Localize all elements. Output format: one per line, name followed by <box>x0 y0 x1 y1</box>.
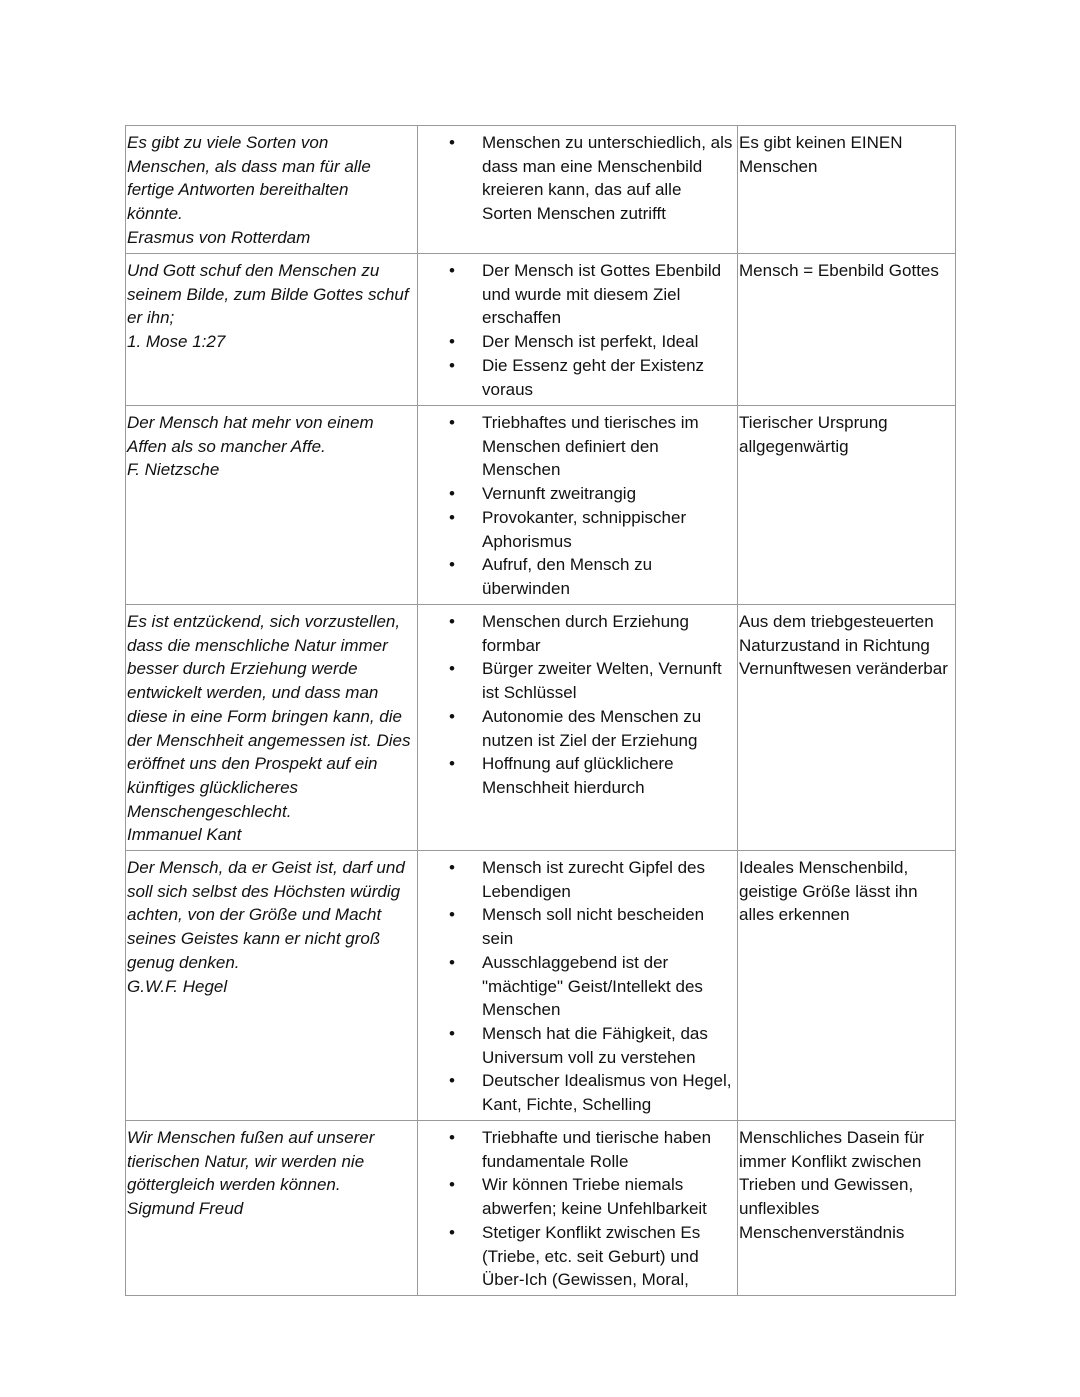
quote-line: Der Mensch, da er Geist ist, darf und <box>127 858 405 877</box>
quote-cell <box>126 851 418 1121</box>
quote-line: Affen als so mancher Affe. <box>127 436 326 456</box>
quote-line: besser durch Erziehung werde <box>127 659 358 679</box>
list-item: • Triebhafte und tierische haben fundamentale Rolle <box>418 1126 737 1173</box>
list-item: • Mensch soll nicht bescheiden sein <box>418 903 737 950</box>
quote-line: Es gibt zu viele Sorten von <box>127 133 329 152</box>
points-cell <box>418 254 738 406</box>
list-item: • Autonomie des Menschen zu nutzen ist Ziel der Erziehung <box>418 705 737 752</box>
quote-line: Es ist entzückend, sich vorzustellen, <box>127 612 401 631</box>
quote-author: Sigmund Freud <box>127 1199 244 1219</box>
quote-line: tierischen Natur, wir werden nie <box>127 1151 365 1171</box>
quote-line: genug denken. <box>127 952 240 972</box>
summary-cell: Aus dem triebgesteuerten Naturzustand in Richtung Vernunftwesen veränderbar <box>738 605 956 851</box>
bullet-list <box>418 259 737 401</box>
list-item: • Bürger zweiter Welten, Vernunft ist Schlüssel <box>418 657 737 704</box>
summary-cell: Ideales Menschenbild, geistige Größe lässt ihn alles erkennen <box>738 851 956 1121</box>
bullet-list <box>418 1126 737 1292</box>
list-item: • Mensch hat die Fähigkeit, das Universum voll zu verstehen <box>418 1022 737 1069</box>
quote-cell <box>126 126 418 254</box>
quote-line: fertige Antworten bereithalten <box>127 180 349 200</box>
list-item: • Menschen durch Erziehung formbar <box>418 610 737 657</box>
table-row <box>126 851 956 1121</box>
quote-line: diese in eine Form bringen kann, die <box>127 706 402 726</box>
table-row <box>126 126 956 254</box>
list-item: • Menschen zu unterschiedlich, als dass man eine Menschenbild kreieren kann, das auf alle Sorten Menschen zutrifft <box>418 131 737 226</box>
quote-line: künftiges glücklicheres <box>127 777 299 797</box>
list-item: • Der Mensch ist Gottes Ebenbild und wurde mit diesem Ziel erschaffen <box>418 259 737 330</box>
list-item: • Wir können Triebe niemals abwerfen; keine Unfehlbarkeit <box>418 1173 737 1220</box>
list-item: • Hoffnung auf glücklichere Menschheit hierdurch <box>418 752 737 799</box>
quote-line: dass die menschliche Natur immer <box>127 635 388 655</box>
quote-line: seinem Bilde, zum Bilde Gottes schuf <box>127 284 409 304</box>
quote-cell <box>126 605 418 851</box>
table-row <box>126 254 956 406</box>
summary-cell: Menschliches Dasein für immer Konflikt zwischen Trieben und Gewissen, unflexibles Menschenverständnis <box>738 1121 956 1296</box>
quote-author: G.W.F. Hegel <box>127 976 228 996</box>
quote-line: soll sich selbst des Höchsten würdig <box>127 881 401 901</box>
quote-line: seines Geistes kann er nicht groß <box>127 929 381 949</box>
quote-line: Der Mensch hat mehr von einem <box>127 413 374 432</box>
list-item: • Deutscher Idealismus von Hegel, Kant, Fichte, Schelling <box>418 1069 737 1116</box>
quote-line: Menschengeschlecht. <box>127 801 292 821</box>
quote-line: entwickelt werden, und dass man <box>127 683 379 703</box>
quote-line: eröffnet uns den Prospekt auf ein <box>127 754 378 774</box>
bullet-list <box>418 610 737 800</box>
list-item: • Ausschlaggebend ist der "mächtige" Geist/Intellekt des Menschen <box>418 951 737 1022</box>
quote-line: er ihn; <box>127 308 175 328</box>
list-item: • Provokanter, schnippischer Aphorismus <box>418 506 737 553</box>
summary-cell: Es gibt keinen EINEN Menschen <box>738 126 956 254</box>
points-cell <box>418 406 738 605</box>
summary-cell: Mensch = Ebenbild Gottes <box>738 254 956 406</box>
quote-line: achten, von der Größe und Macht <box>127 905 382 925</box>
quote-cell <box>126 254 418 406</box>
quote-author: F. Nietzsche <box>127 460 220 480</box>
quote-cell <box>126 1121 418 1296</box>
quote-author: 1. Mose 1:27 <box>127 332 226 352</box>
bullet-list <box>418 856 737 1117</box>
list-item: • Aufruf, den Mensch zu überwinden <box>418 553 737 600</box>
list-item: • Stetiger Konflikt zwischen Es (Triebe, etc. seit Geburt) und Über-Ich (Gewissen, Moral, <box>418 1221 737 1292</box>
points-cell <box>418 851 738 1121</box>
quote-cell <box>126 406 418 605</box>
points-cell <box>418 126 738 254</box>
quote-line: Wir Menschen fußen auf unserer <box>127 1128 375 1147</box>
quote-line: göttergleich werden können. <box>127 1175 341 1195</box>
quote-line: könnte. <box>127 204 183 224</box>
quote-line: der Menschheit angemessen ist. Dies <box>127 730 411 750</box>
quote-author: Erasmus von Rotterdam <box>127 227 311 247</box>
points-cell <box>418 1121 738 1296</box>
quote-line: Menschen, als dass man für alle <box>127 156 371 176</box>
bullet-list <box>418 411 737 601</box>
list-item: • Triebhaftes und tierisches im Menschen definiert den Menschen <box>418 411 737 482</box>
quote-line: Und Gott schuf den Menschen zu <box>127 261 380 280</box>
list-item: • Vernunft zweitrangig <box>418 482 737 506</box>
table-row <box>126 605 956 851</box>
bullet-list <box>418 131 737 226</box>
quote-author: Immanuel Kant <box>127 825 242 845</box>
list-item: • Die Essenz geht der Existenz voraus <box>418 354 737 401</box>
list-item: • Mensch ist zurecht Gipfel des Lebendigen <box>418 856 737 903</box>
table-row <box>126 406 956 605</box>
comparison-table <box>125 125 956 1296</box>
summary-cell: Tierischer Ursprung allgegenwärtig <box>738 406 956 605</box>
points-cell <box>418 605 738 851</box>
list-item: • Der Mensch ist perfekt, Ideal <box>418 330 737 354</box>
table-row <box>126 1121 956 1296</box>
